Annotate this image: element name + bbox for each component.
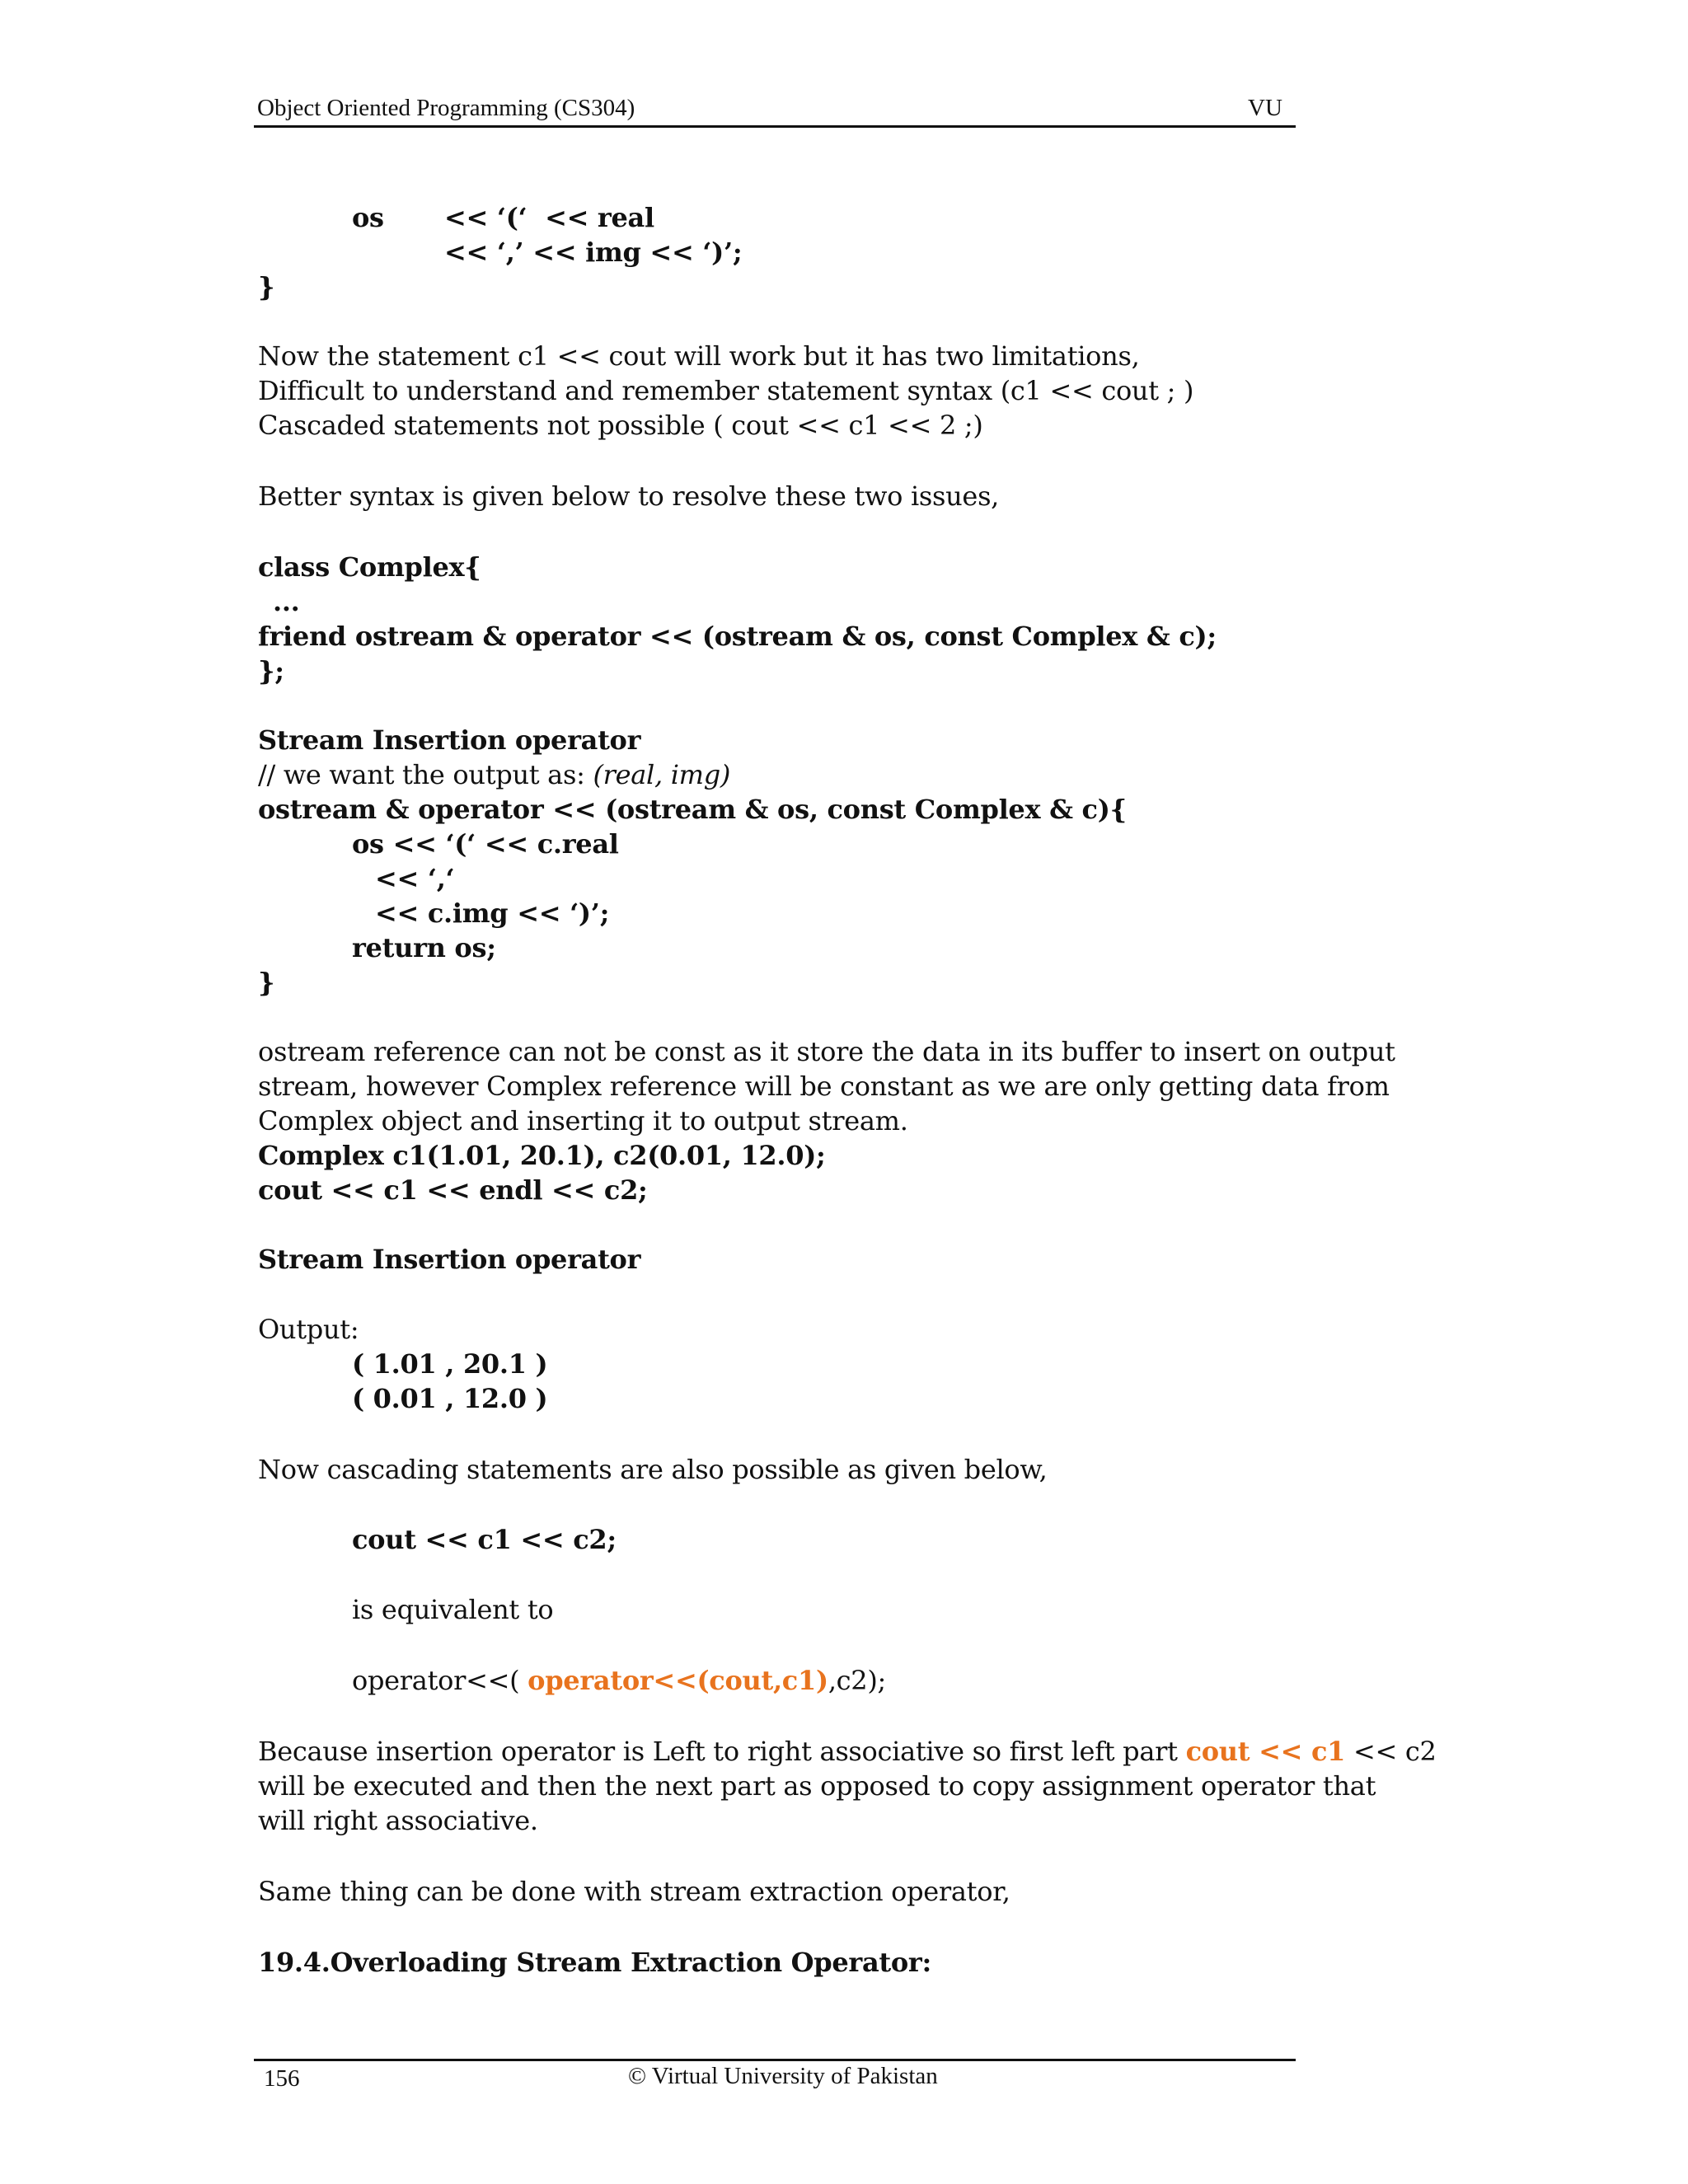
code1-line2: << ‘,’ << img << ‘)’; bbox=[444, 237, 743, 268]
para3-code-line2: cout << c1 << endl << c2; bbox=[258, 1174, 648, 1206]
para6: Same thing can be done with stream extraction operator, bbox=[258, 1876, 1010, 1907]
para4: Now cascading statements are also possible as given below, bbox=[258, 1454, 1048, 1485]
para5-line2: will be executed and then the next part as opposed to copy assignment operator that bbox=[258, 1770, 1376, 1802]
para5-line3: will right associative. bbox=[258, 1805, 538, 1836]
class-line3: friend ostream & operator << (ostream & os, const Complex & c); bbox=[258, 621, 1217, 652]
insertion-comment-text: // we want the output as: bbox=[258, 759, 593, 790]
insertion-comment-italic: (real, img) bbox=[593, 759, 731, 790]
code1-line1-rest: << ‘(‘ << real bbox=[444, 202, 654, 233]
para1-line2: Difficult to understand and remember statement syntax (c1 << cout ; ) bbox=[258, 375, 1194, 406]
footer-page-number: 156 bbox=[264, 2065, 300, 2092]
para5-line1 bbox=[258, 1734, 1437, 1769]
insertion-body-line3: << c.img << ‘)’; bbox=[375, 898, 610, 929]
para3-code-line1: Complex c1(1.01, 20.1), c2(0.01, 12.0); bbox=[258, 1140, 826, 1171]
insertion-close-brace: } bbox=[258, 967, 275, 998]
output-line2: ( 0.01 , 12.0 ) bbox=[352, 1383, 548, 1414]
para2: Better syntax is given below to resolve these two issues, bbox=[258, 480, 1000, 512]
insertion-return: return os; bbox=[352, 932, 496, 963]
para1-line3: Cascaded statements not possible ( cout << c1 << 2 ;) bbox=[258, 410, 983, 441]
cascade-operator-line bbox=[352, 1663, 886, 1698]
cascade-op-suffix: ,c2); bbox=[828, 1665, 887, 1696]
para3-line1: ostream reference can not be const as it store the data in its buffer to insert on output bbox=[258, 1036, 1395, 1067]
insertion-comment bbox=[258, 757, 730, 792]
output-line1: ( 1.01 , 20.1 ) bbox=[352, 1348, 548, 1380]
header-rule bbox=[254, 125, 1296, 128]
section-heading: 19.4.Overloading Stream Extraction Operator: bbox=[258, 1947, 931, 1978]
cascade-equivalent: is equivalent to bbox=[352, 1594, 554, 1625]
cascade-op-prefix: operator<<( bbox=[352, 1665, 528, 1696]
cascade-code: cout << c1 << c2; bbox=[352, 1524, 617, 1555]
footer-copyright: © Virtual University of Pakistan bbox=[628, 2063, 938, 2089]
class-line1: class Complex{ bbox=[258, 551, 481, 583]
para1-line1: Now the statement c1 << cout will work but it has two limitations, bbox=[258, 340, 1140, 372]
insertion-signature: ostream & operator << (ostream & os, const Complex & c){ bbox=[258, 794, 1127, 825]
para3-line3: Complex object and inserting it to output stream. bbox=[258, 1105, 908, 1137]
header-title: Object Oriented Programming (CS304) bbox=[257, 95, 635, 121]
header-vu: VU bbox=[1248, 95, 1282, 121]
insertion-body-line2: << ‘,‘ bbox=[375, 863, 455, 894]
insertion2-heading: Stream Insertion operator bbox=[258, 1244, 641, 1275]
code1-close-brace: } bbox=[258, 271, 275, 302]
insertion-body-line1: os << ‘(‘ << c.real bbox=[352, 828, 619, 860]
code1-line1-os: os bbox=[352, 202, 384, 233]
para5-line1-suffix: << c2 bbox=[1345, 1736, 1437, 1767]
cascade-op-highlight: operator<<(cout,c1) bbox=[528, 1665, 828, 1696]
footer-rule bbox=[254, 2059, 1296, 2061]
class-line2: ... bbox=[273, 586, 300, 617]
para3-line2: stream, however Complex reference will be constant as we are only getting data from bbox=[258, 1071, 1390, 1102]
insertion-heading: Stream Insertion operator bbox=[258, 724, 641, 756]
para5-highlight: cout << c1 bbox=[1185, 1736, 1346, 1767]
class-line4: }; bbox=[258, 655, 284, 687]
para5-line1-prefix: Because insertion operator is Left to right associative so first left part bbox=[258, 1736, 1186, 1767]
output-label: Output: bbox=[258, 1314, 359, 1345]
